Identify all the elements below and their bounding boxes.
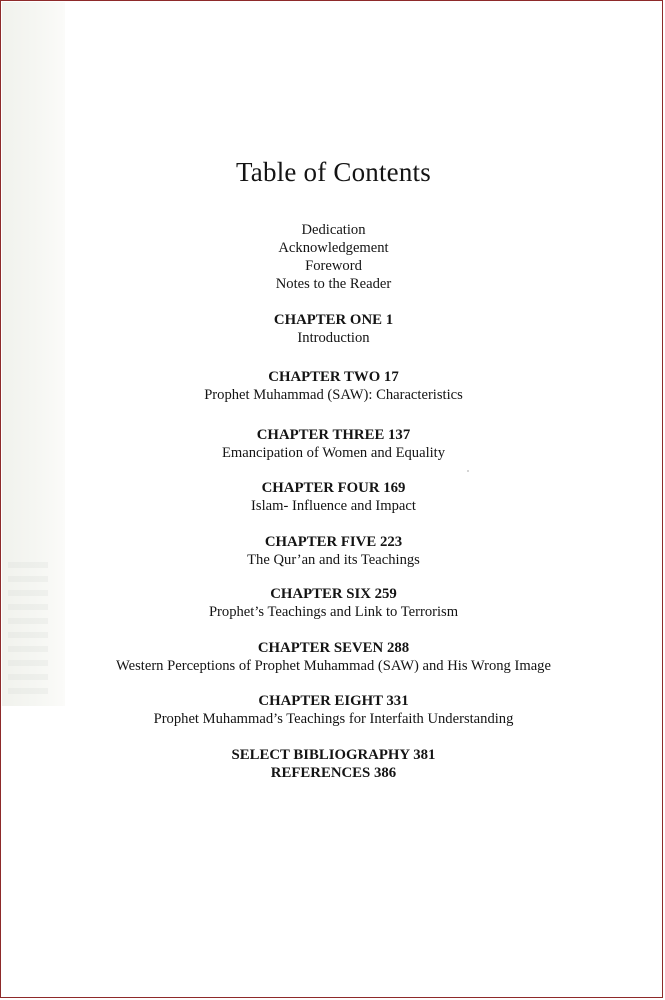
chapter-subtitle: Introduction (297, 330, 370, 346)
back-matter-references: REFERENCES 386 (270, 765, 397, 781)
chapter-heading: CHAPTER TWO 17 (268, 369, 399, 385)
chapter-subtitle: Prophet’s Teachings and Link to Terrorism (208, 604, 459, 620)
back-matter-bibliography: SELECT BIBLIOGRAPHY 381 (231, 747, 436, 763)
paper-speck (467, 470, 469, 472)
chapter-subtitle: The Qur’an and its Teachings (247, 552, 420, 568)
chapter-heading: CHAPTER THREE 137 (256, 427, 411, 443)
chapter-subtitle: Prophet Muhammad’s Teachings for Interfaith Understanding (153, 711, 514, 727)
chapter-subtitle: Prophet Muhammad (SAW): Characteristics (204, 387, 463, 403)
front-matter-acknowledgement: Acknowledgement (278, 240, 389, 256)
front-matter-notes: Notes to the Reader (275, 276, 392, 292)
chapter-subtitle: Islam- Influence and Impact (251, 498, 416, 514)
chapter-subtitle: Western Perceptions of Prophet Muhammad (SAW) and His Wrong Image (116, 658, 551, 674)
chapter-heading: CHAPTER EIGHT 331 (258, 693, 409, 709)
front-matter-dedication: Dedication (301, 222, 366, 238)
chapter-heading: CHAPTER ONE 1 (273, 312, 394, 328)
chapter-heading: CHAPTER SIX 259 (270, 586, 397, 602)
chapter-heading: CHAPTER SEVEN 288 (257, 640, 410, 656)
page-title: Table of Contents (236, 157, 431, 187)
chapter-subtitle: Emancipation of Women and Equality (221, 445, 446, 461)
chapter-heading: CHAPTER FOUR 169 (261, 480, 406, 496)
front-matter-foreword: Foreword (305, 258, 362, 274)
chapter-heading: CHAPTER FIVE 223 (264, 534, 403, 550)
